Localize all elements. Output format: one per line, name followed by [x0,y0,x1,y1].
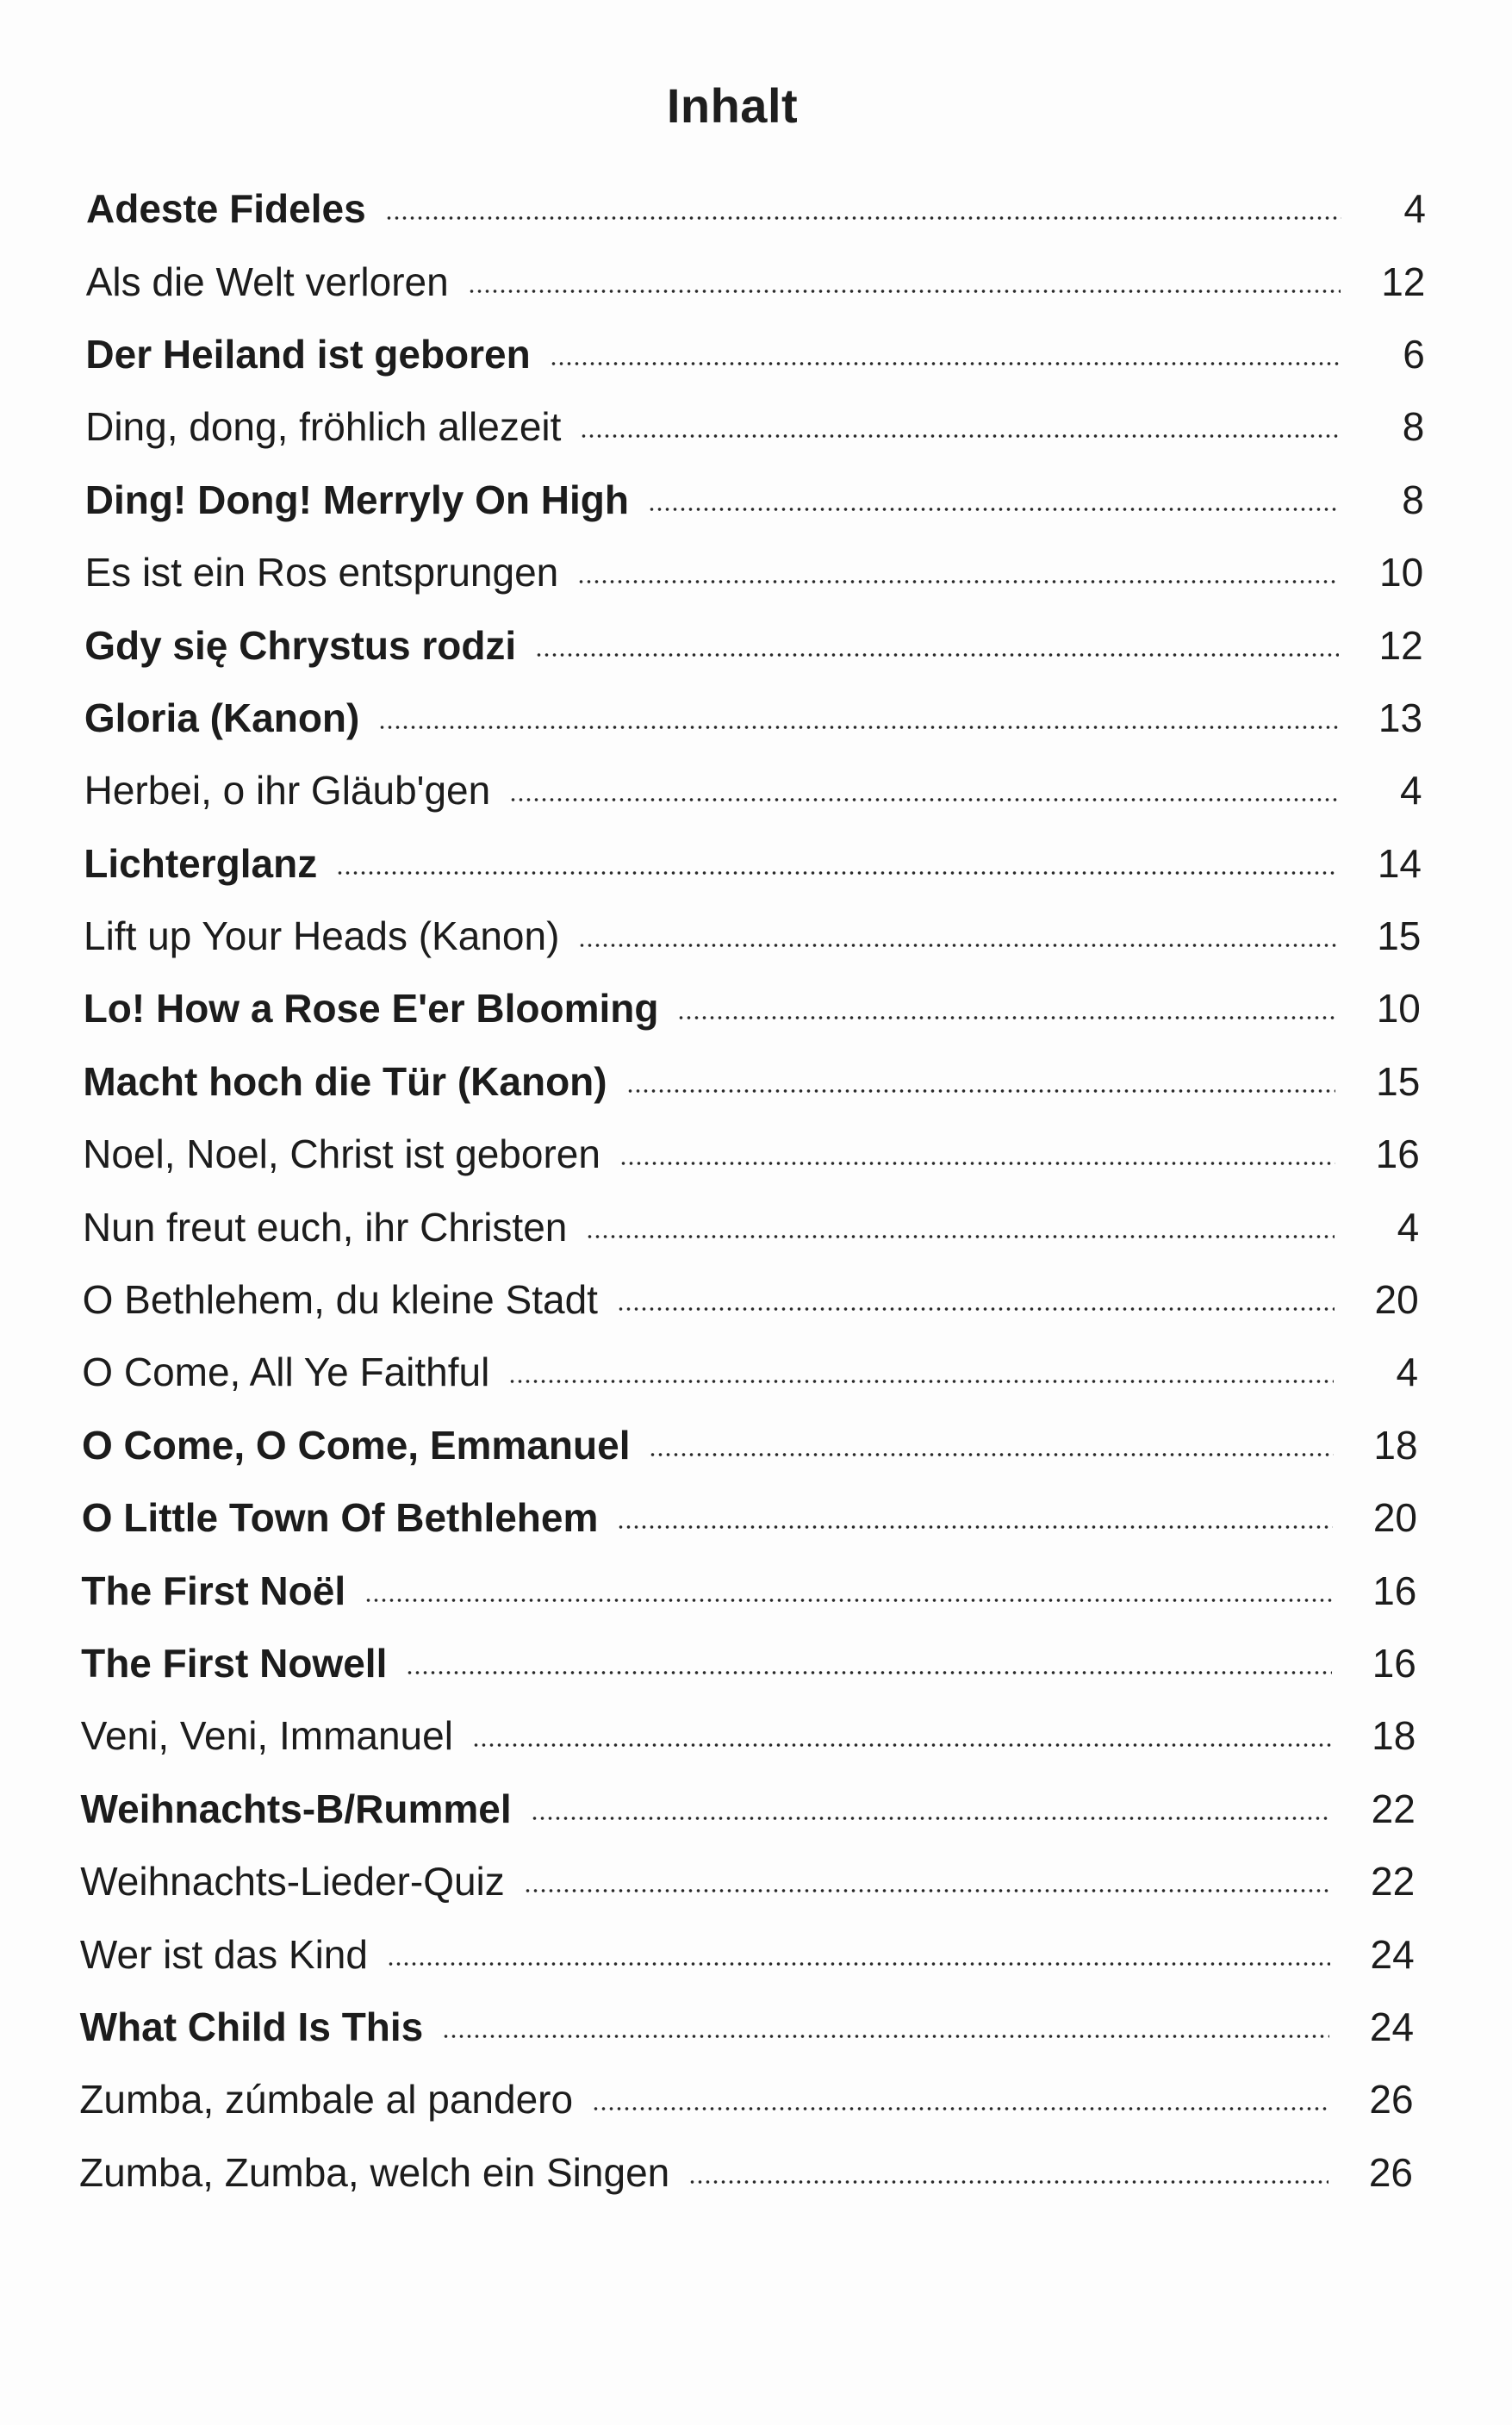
toc-entry-page-number: 22 [1371,1786,1416,1831]
dot-leader [677,1016,1335,1019]
dot-leader [364,1599,1332,1602]
toc-entry-title: Gdy się Chrystus rodzi [84,622,517,668]
dot-leader [387,1962,1330,1966]
toc-entry-title: O Come, All Ye Faithful [82,1350,490,1395]
toc-entry-page-number: 4 [1396,1350,1419,1395]
dot-leader [586,1235,1335,1238]
dot-leader [535,653,1338,657]
toc-entry-page-number: 26 [1369,2077,1414,2123]
toc-entry [0,608,1423,681]
toc-entry-page-number: 4 [1397,1204,1420,1250]
dot-leader [592,2107,1329,2110]
toc-entry [0,1118,1420,1190]
toc-entry [0,2136,1413,2209]
toc-entry-title: Lichterglanz [84,840,318,886]
toc-entry-page-number: 14 [1377,840,1422,886]
toc-entry-page-number: 10 [1379,550,1424,595]
toc-entry-page-number: 12 [1378,622,1423,668]
toc-entry-page-number: 8 [1402,477,1424,522]
toc-entry-page-number: 22 [1371,1859,1416,1904]
toc-entry-title: Herbei, o ihr Gläub'gen [84,768,491,814]
toc-entry-page-number: 18 [1372,1713,1416,1759]
toc-entry [0,1336,1418,1408]
dot-leader [550,362,1341,365]
toc-entry-title: Weihnachts-B/Rummel [80,1786,512,1831]
toc-entry [0,1481,1417,1554]
toc-entry-page-number: 20 [1374,1277,1419,1323]
dot-leader [619,1162,1335,1165]
toc-entry-page-number: 24 [1370,1931,1415,1977]
toc-entry-title: Zumba, Zumba, welch ein Singen [79,2149,670,2195]
toc-entry-title: The First Noël [81,1568,346,1613]
dot-leader [648,508,1340,511]
dot-leader [577,580,1339,583]
toc-entry [0,1554,1416,1626]
toc-entry [0,682,1422,754]
toc-entry-page-number: 13 [1378,695,1423,740]
toc-entry-title: The First Nowell [81,1641,388,1686]
toc-entry [0,1845,1415,1917]
toc-entry-page-number: 10 [1376,986,1421,1032]
toc-entry [0,972,1421,1044]
toc-entry-title: Ding! Dong! Merryly On High [84,477,629,522]
toc-entry [0,2063,1414,2135]
dot-leader [336,871,1337,875]
dot-leader [578,944,1336,947]
toc-entry-page-number: 16 [1372,1641,1416,1686]
toc-entry-title: Der Heiland ist geboren [85,331,531,377]
toc-entry-page-number: 15 [1376,1058,1421,1104]
toc-entry [0,1699,1416,1772]
toc-entry-title: Es ist ein Ros entsprungen [84,550,559,595]
toc-entry [0,1991,1414,2063]
toc-entry [0,1190,1419,1262]
toc-entry [0,1917,1415,1990]
toc-entry-page-number: 4 [1400,768,1422,814]
toc-entry-page-number: 15 [1377,913,1422,959]
dot-leader [472,1743,1331,1747]
page-title: Inhalt [666,78,799,133]
dot-leader [580,434,1340,438]
dot-leader [626,1089,1336,1093]
toc-entry-title: O Bethlehem, du kleine Stadt [82,1277,598,1323]
dot-leader [649,1453,1333,1456]
dot-leader [378,726,1338,729]
toc-entry-page-number: 6 [1403,331,1425,377]
toc-entry [0,172,1426,245]
toc-entry-title: Weihnachts-Lieder-Quiz [80,1859,505,1904]
toc-entry-title: Gloria (Kanon) [84,695,360,740]
toc-entry [0,536,1423,608]
toc-entry-title: Adeste Fideles [86,186,366,232]
toc-entry [0,390,1424,463]
dot-leader [617,1307,1335,1311]
toc-entry-title: O Little Town Of Bethlehem [81,1495,599,1541]
toc-entry [0,1773,1416,1845]
toc-entry-page-number: 16 [1375,1131,1420,1177]
toc-entry-title: Noel, Noel, Christ ist geboren [83,1131,600,1177]
toc-entry [0,827,1422,900]
dot-leader [524,1889,1330,1892]
dot-leader [688,2180,1328,2184]
toc-entry [0,1409,1418,1481]
toc-entry [0,318,1425,390]
toc-entry [0,900,1421,972]
toc-entry-page-number: 20 [1372,1495,1417,1541]
toc-entry [0,1627,1416,1699]
dot-leader [508,1380,1334,1383]
toc-entry-page-number: 16 [1372,1568,1417,1613]
toc-entry-title: Macht hoch die Tür (Kanon) [83,1058,607,1104]
toc-entry-title: Wer ist das Kind [79,1931,368,1977]
toc-entry-page-number: 12 [1381,259,1426,304]
toc-entry-title: Als die Welt verloren [85,259,449,304]
toc-entry-title: Nun freut euch, ihr Christen [82,1204,568,1250]
toc-entry-title: Zumba, zúmbale al pandero [79,2077,574,2123]
dot-leader [531,1817,1331,1820]
dot-leader [442,2035,1329,2038]
toc-entry-page-number: 24 [1369,2004,1415,2049]
toc-entry [0,1045,1420,1118]
dot-leader [468,290,1341,293]
toc-entry-title: Veni, Veni, Immanuel [80,1713,453,1759]
dot-leader [509,798,1337,801]
toc-entry-page-number: 18 [1373,1422,1418,1468]
toc-entry-page-number: 26 [1368,2149,1413,2195]
toc-entry-page-number: 8 [1402,404,1425,450]
toc-entry-title: Ding, dong, fröhlich allezeit [85,404,562,450]
toc-entry-title: O Come, O Come, Emmanuel [82,1422,631,1468]
dot-leader [617,1525,1333,1529]
toc-entry [0,1263,1419,1336]
toc-entry [0,464,1424,536]
toc-entry [0,754,1422,826]
toc-entry-page-number: 4 [1403,186,1426,232]
toc-entry-title: What Child Is This [79,2004,424,2049]
toc-entry-title: Lo! How a Rose E'er Blooming [83,986,659,1032]
table-of-contents [0,172,1512,2209]
dot-leader [406,1671,1332,1674]
dot-leader [385,216,1341,220]
toc-entry-title: Lift up Your Heads (Kanon) [84,913,560,959]
toc-entry [0,245,1425,317]
